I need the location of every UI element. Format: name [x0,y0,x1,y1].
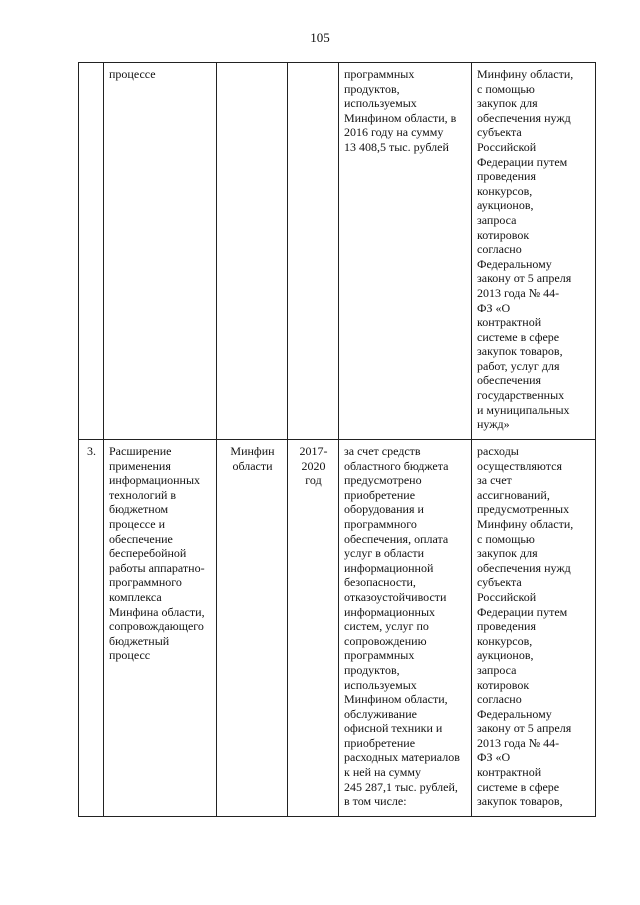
table-row [79,63,596,440]
table-row [79,440,596,817]
responsible-cell: Минфин области [217,440,288,817]
page-number: 105 [310,30,330,45]
term-cell [288,63,339,440]
description-cell: программных продуктов, используемых Минфином области, в 2016 году на сумму 13 408,5 тыс. рублей [339,63,472,440]
program-table [78,62,596,817]
note-cell: Минфину области, с помощью закупок для обеспечения нужд субъекта Российской Федерации путем проведения конкурсов, аукционов, запроса котировок согласно Федеральному закону от 5 апреля 2013 года № 44- ФЗ «О контрактной системе в сфере закупок товаров, работ, услуг для обеспечения государственных и муниципальных нужд» [472,63,596,440]
activity-name-cell: процессе [104,63,217,440]
row-number-cell [79,63,104,440]
description-cell: за счет средств областного бюджета предусмотрено приобретение оборудования и программного обеспечения, оплата услуг в области информационной безопасности, отказоустойчивости информационных систем, услуг по сопровождению программных продуктов, используемых Минфином области, обслуживание офисной техники и приобретение расходных материалов к ней на сумму 245 287,1 тыс. рублей, в том числе: [339,440,472,817]
activity-name-cell: Расширение применения информационных технологий в бюджетном процессе и обеспечение бесперебойной работы аппаратно- программного комплекса Минфина области, сопровождающего бюджетный процесс [104,440,217,817]
responsible-cell [217,63,288,440]
row-number-cell: 3. [79,440,104,817]
term-cell: 2017- 2020 год [288,440,339,817]
note-cell: расходы осуществляются за счет ассигнований, предусмотренных Минфину области, с помощью закупок для обеспечения нужд субъекта Российской Федерации путем проведения конкурсов, аукционов, запроса котировок согласно Федеральному закону от 5 апреля 2013 года № 44- ФЗ «О контрактной системе в сфере закупок товаров, [472,440,596,817]
